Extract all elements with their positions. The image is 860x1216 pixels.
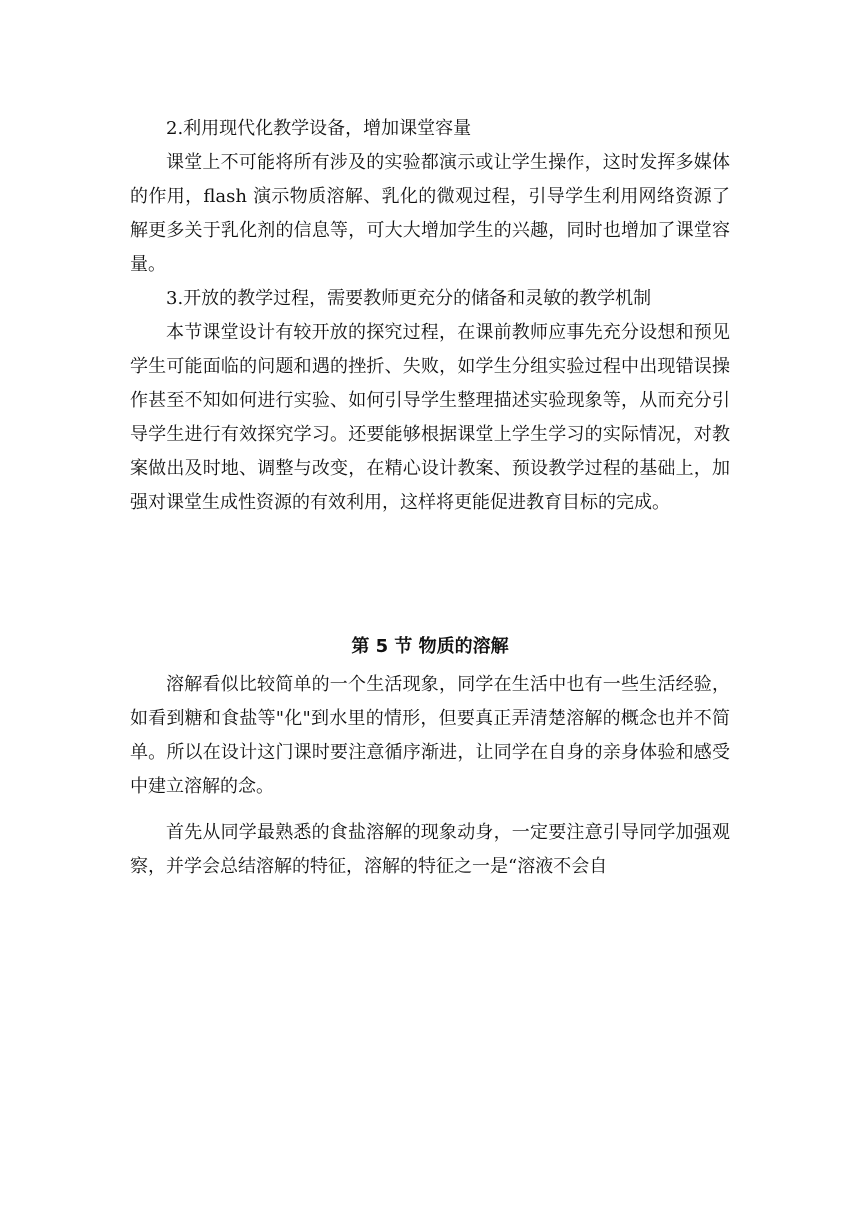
section2-paragraph-1: 溶解看似比较简单的一个生活现象，同学在生活中也有一些生活经验，如看到糖和食盐等"化"到水里的情形，但要真正弄清楚溶解的概念也并不简单。所以在设计这门课时要注意循序渐进，让同学在自身的亲身体验和感受中建立溶解的念。 <box>130 674 730 797</box>
section-spacer <box>130 520 730 630</box>
section-heading: 第 5 节 物质的溶解 <box>351 636 509 657</box>
item3-body: 本节课堂设计有较开放的探究过程，在课前教师应事先充分设想和预见学生可能面临的问题和遇的挫折、失败，如学生分组实验过程中出现错误操作甚至不知如何进行实验、如何引导学生整理描述实验现象等，从而充分引导学生进行有效探究学习。还要能够根据课堂上学生学习的实际情况，对教案做出及时地、调整与改变，在精心设计教案、预设教学过程的基础上，加强对课堂生成性资源的有效利用，这样将更能促进教育目标的完成。 <box>130 322 730 513</box>
item3-title: 3.开放的教学过程，需要教师更充分的储备和灵敏的教学机制 <box>166 288 652 309</box>
section2-paragraph-2: 首先从同学最熟悉的食盐溶解的现象动身，一定要注意引导同学加强观察，并学会总结溶解的特征，溶解的特征之一是“溶液不会自 <box>130 822 730 877</box>
item2-title: 2.利用现代化教学设备，增加课堂容量 <box>166 118 472 139</box>
document-page <box>130 112 730 884</box>
item2-body: 课堂上不可能将所有涉及的实验都演示或让学生操作，这时发挥多媒体的作用，flash 演示物质溶解、乳化的微观过程，引导学生利用网络资源了解更多关于乳化剂的信息等，可大大增加学生的兴趣，同时也增加了课堂容量。 <box>130 152 730 275</box>
